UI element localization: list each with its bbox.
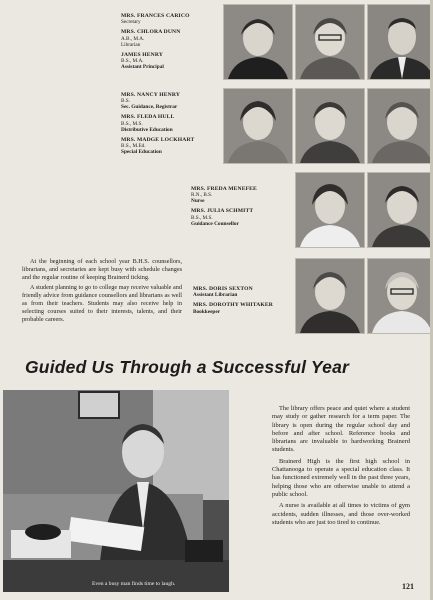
staff-name: MRS. NANCY HENRY: [121, 92, 181, 98]
portrait-photo: [295, 258, 365, 334]
page-number: 121: [402, 582, 414, 591]
staff-name: JAMES HENRY: [121, 51, 164, 58]
body-paragraph: Brainerd High is the first high school in Chattanooga to operate a special education class. It has functioned extremely well in the past three years, helping those who are otherwise unable to attend a public school.: [272, 457, 410, 498]
staff-name: MRS. MADGE LOCKHART: [121, 136, 195, 143]
staff-degree: B.S., M.S.: [191, 214, 213, 221]
body-text: [272, 405, 410, 527]
staff-role: Guidance Counsellor: [191, 220, 239, 227]
staff-entry: [121, 29, 221, 47]
portrait-photo: [367, 88, 433, 164]
portrait-photo: [295, 88, 365, 164]
portrait-photo: [223, 88, 293, 164]
staff-name: MRS. FLEDA HULL: [121, 114, 175, 121]
staff-role: Librarian: [121, 41, 141, 48]
staff-name: MRS. FRANCES CARICO: [121, 13, 190, 19]
staff-name: MRS. DOROTHY WHITAKER: [193, 302, 273, 309]
office-photo: [3, 390, 229, 592]
intro-paragraph: At the beginning of each school year B.H.S. counsellors, librarians, and secretaries are kept busy with schedule changes and the regular routine of keeping Brainerd ticking.: [22, 258, 182, 281]
staff-role: Assistant Librarian: [193, 292, 238, 299]
portrait-photo: [223, 4, 293, 80]
intro-text: [22, 258, 182, 324]
staff-entry: [121, 114, 221, 132]
portrait-photo: [367, 4, 433, 80]
staff-role: Sec. Guidance, Registrar: [121, 104, 178, 111]
staff-name: MRS. FREDA MENEFEE: [191, 186, 257, 192]
staff-entry: [191, 208, 291, 226]
staff-role: Bookkeeper: [193, 308, 221, 315]
staff-name: MRS. CHLORA DUNN: [121, 29, 181, 36]
staff-role: Assistant Principal: [121, 64, 164, 71]
staff-degree: A.B., M.A.: [121, 35, 145, 42]
portrait-photo: [295, 4, 365, 80]
staff-role: Nurse: [191, 198, 205, 205]
staff-entry: [121, 137, 221, 155]
staff-entry: [193, 286, 293, 298]
staff-degree: B.S., M.S.: [121, 120, 143, 127]
page-headline: Guided Us Through a Successful Year: [25, 357, 350, 377]
staff-degree: B.S., M.Ed.: [121, 143, 146, 150]
body-paragraph: The library offers peace and quiet where a student may study or gather research for a term paper. The library is open during the regular school day and before and after school. Reference books and librarians are invaluable to hardworking Brainerd students.: [272, 405, 410, 454]
staff-group-3: [191, 186, 291, 231]
staff-degree: B.S.: [121, 98, 130, 105]
staff-role: Special Education: [121, 149, 162, 156]
body-paragraph: A nurse is available at all times to victims of gym accidents, sudden illnesses, and those over-worked students who are just too tired to continue.: [272, 502, 410, 526]
portrait-photo: [295, 172, 365, 248]
staff-group-4: [193, 286, 293, 319]
staff-role: Distributive Education: [121, 126, 173, 133]
staff-degree: B.S., M.A.: [121, 58, 144, 65]
staff-name: MRS. DORIS SEXTON: [193, 286, 253, 292]
staff-entry: [193, 302, 293, 314]
staff-name: MRS. JULIA SCHMITT: [191, 208, 254, 215]
staff-entry: [121, 52, 221, 70]
intro-paragraph: A student planning to go to college may receive valuable and friendly advice from guidance counsellors and librarians as well as from their teachers. Students may also receive help in selecting courses suited to their interests, talents, and their probable careers.: [22, 284, 182, 323]
staff-entry: [121, 13, 221, 25]
portrait-photo: [367, 172, 433, 248]
staff-group-2: [121, 92, 221, 159]
staff-title: Secretary: [121, 19, 141, 26]
staff-entry: [121, 92, 221, 110]
staff-group-1: [121, 13, 221, 74]
portrait-photo: [367, 258, 433, 334]
photo-caption: Even a busy man finds time to laugh.: [92, 581, 176, 587]
staff-degree: R.N., B.S.: [191, 192, 213, 199]
staff-entry: [191, 186, 291, 204]
